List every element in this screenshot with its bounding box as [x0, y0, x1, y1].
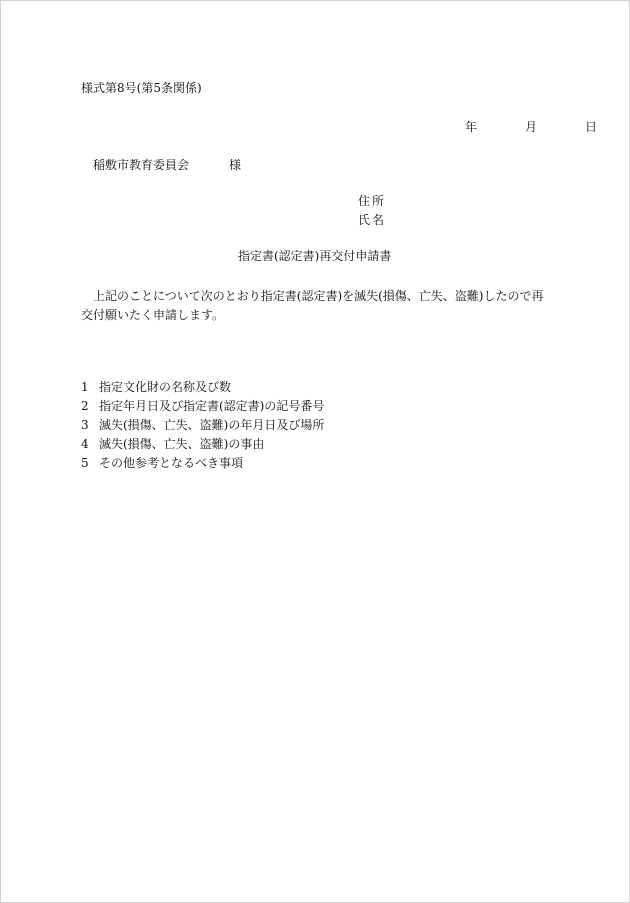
addressee-name: 稲敷市教育委員会 [93, 158, 190, 172]
item-text: 滅失(損傷、亡失、盗難)の事由 [99, 437, 265, 451]
item-number: 1 [81, 380, 89, 394]
list-item [81, 416, 324, 435]
list-item [81, 378, 324, 397]
item-number: 3 [81, 418, 89, 432]
item-number: 2 [81, 399, 89, 413]
date-line [441, 120, 597, 135]
item-number: 4 [81, 437, 89, 451]
item-number: 5 [81, 456, 89, 470]
request-body-text: 上記のことについて次のとおり指定書(認定書)を滅失(損傷、亡失、盗難)したので再交付願いたく申請します。 [81, 289, 544, 322]
date-year-label: 年 [465, 120, 478, 134]
item-text: その他参考となるべき事項 [99, 456, 244, 470]
list-item [81, 435, 324, 454]
list-item [81, 397, 324, 416]
addressee [93, 158, 241, 173]
list-item [81, 454, 324, 473]
form-number: 様式第8号(第5条関係) [81, 81, 202, 95]
applicant-name-label: 氏名 [358, 213, 387, 227]
addressee-honorific: 様 [229, 158, 242, 172]
date-day-label: 日 [585, 120, 598, 134]
item-text: 滅失(損傷、亡失、盗難)の年月日及び場所 [99, 418, 325, 432]
item-text: 指定年月日及び指定書(認定書)の記号番号 [99, 399, 325, 413]
item-list [81, 378, 324, 473]
date-month-label: 月 [525, 120, 538, 134]
item-text: 指定文化財の名称及び数 [99, 380, 232, 394]
document-title: 指定書(認定書)再交付申請書 [238, 249, 392, 263]
applicant-address-label: 住所 [358, 194, 387, 208]
